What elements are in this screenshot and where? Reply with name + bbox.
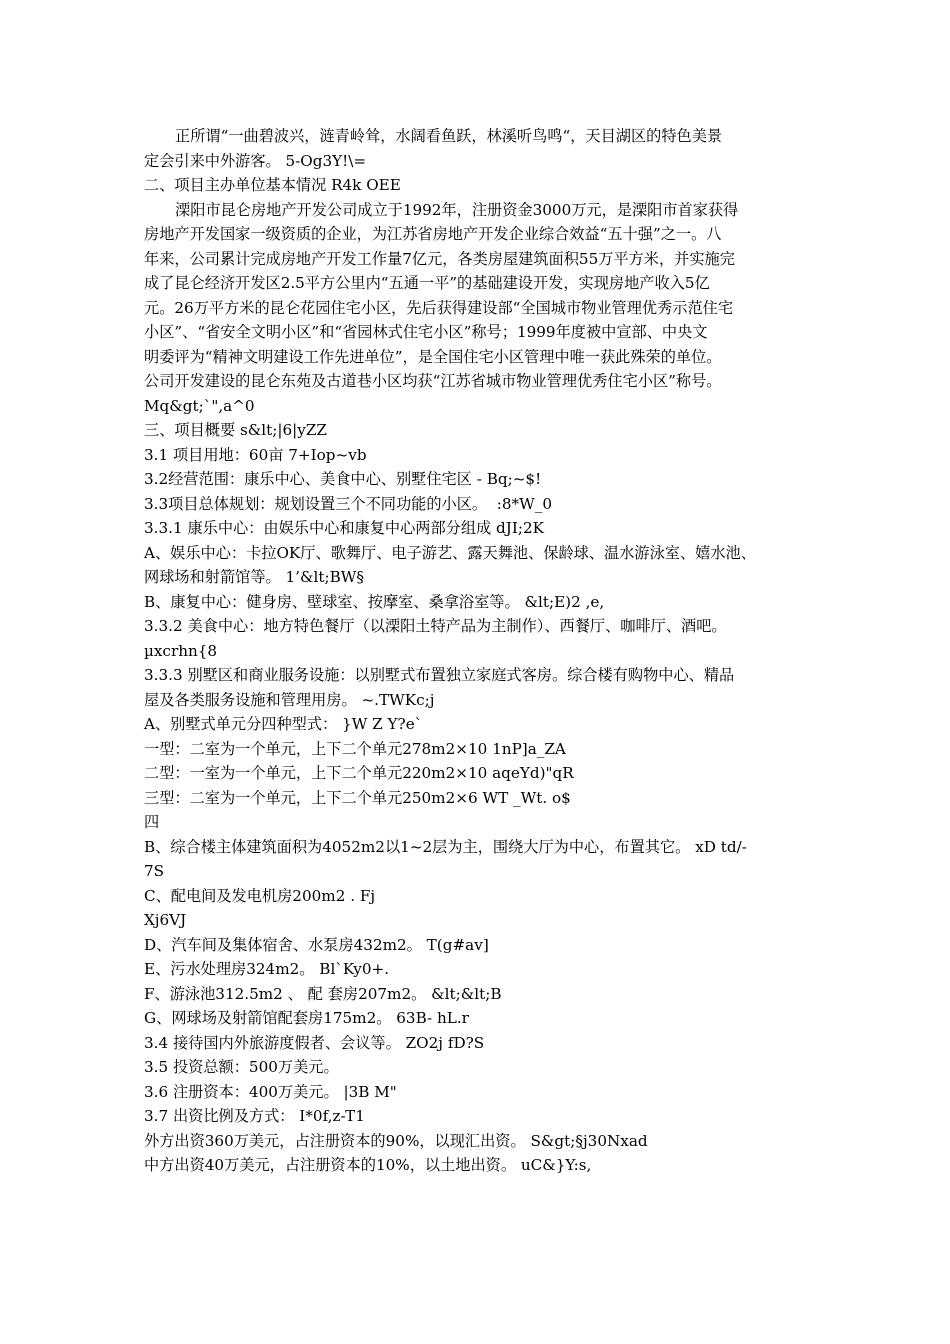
text-line: 四: [144, 813, 160, 831]
text-line: µxcrhn{8: [144, 641, 218, 660]
text-line: C、配电间及发电机房200m2 . Fj: [144, 886, 376, 905]
text-line: 3.4 接待国内外旅游度假者、会议等。 ZO2j fD?S: [144, 1033, 485, 1052]
text-line: 7S: [144, 862, 165, 880]
text-line: 3.2经营范围：康乐中心、美食中心、别墅住宅区 - Bq;~$!: [144, 470, 542, 488]
document-body: [144, 124, 816, 1178]
text-line: 溧阳市昆仑房地产开发公司成立于1992年，注册资金3000万元，是溧阳市首家获得: [175, 200, 739, 219]
text-line: 网球场和射箭馆等。 1’&lt;BW§: [144, 568, 364, 586]
text-line: 三型：二室为一个单元，上下二个单元250m2×6 WT _Wt. o$: [144, 788, 571, 807]
text-line: F、游泳池312.5m2 、 配 套房207m2。 &lt;&lt;B: [144, 984, 502, 1003]
text-line: 成了昆仑经济开发区2.5平方公里内“五通一平”的基础建设开发，实现房地产收入5亿: [144, 274, 710, 292]
text-line: G、网球场及射箭馆配套房175m2。 63B- hL.r: [144, 1009, 469, 1027]
text-line: 二型：一室为一个单元，上下二个单元220m2×10 aqeYd)"qR: [144, 764, 574, 782]
text-line: 房地产开发国家一级资质的企业，为江苏省房地产开发企业综合效益“五十强”之一。八: [144, 225, 722, 243]
text-line: 明委评为“精神文明建设工作先进单位”，是全国住宅小区管理中唯一获此殊荣的单位。: [144, 347, 722, 366]
text-line: 3.6 注册资本：400万美元。 |3B M": [144, 1082, 397, 1101]
text-line: Mq&gt;`",a^0: [144, 396, 255, 415]
text-line: 定会引来中外游客。 5-Og3Y!\=: [144, 151, 367, 170]
text-line: 3.3.1 康乐中心：由娱乐中心和康复中心两部分组成 dJI;2K: [144, 519, 544, 537]
text-line: 3.3.2 美食中心：地方特色餐厅（以溧阳土特产品为主制作）、西餐厅、咖啡厅、酒吧。: [144, 617, 727, 635]
text-line: 年来，公司累计完成房地产开发工作量7亿元，各类房屋建筑面积55万平方米，并实施完: [144, 249, 735, 268]
text-line: 3.3.3 别墅区和商业服务设施：以别墅式布置独立家庭式客房。综合楼有购物中心、精品: [144, 666, 735, 684]
text-line: D、汽车间及集体宿舍、水泵房432m2。 T(g#av]: [144, 935, 489, 954]
text-line: E、污水处理房324m2。 Bl`Ky0+.: [144, 960, 390, 978]
text-line: 3.3项目总体规划：规划设置三个不同功能的小区。 :8*W_0: [144, 494, 552, 513]
text-line: 三、项目概要 s&lt;|6|yZZ: [144, 421, 327, 439]
text-line: 3.5 投资总额：500万美元。: [144, 1058, 339, 1076]
text-line: 外方出资360万美元，占注册资本的90%，以现汇出资。 S&gt;§j30Nxad: [144, 1131, 648, 1150]
text-line: 公司开发建设的昆仑东苑及古道巷小区均获“江苏省城市物业管理优秀住宅小区”称号。: [144, 372, 722, 390]
text-line: 3.1 项目用地：60亩 7+Iop~vb: [144, 445, 367, 464]
text-line: Xj6VJ: [144, 911, 187, 929]
text-line: 屋及各类服务设施和管理用房。 ~.TWKc;j: [144, 690, 435, 709]
text-line: A、别墅式单元分四种型式： }W Z Y?e`: [144, 715, 423, 733]
text-line: B、综合楼主体建筑面积为4052m2以1~2层为主，围绕大厅为中心，布置其它。 xD td/-: [144, 837, 747, 856]
text-line: 小区”、“省安全文明小区”和“省园林式住宅小区”称号；1999年度被中宣部、中央文: [144, 323, 708, 341]
text-line: 正所谓“一曲碧波兴，涟青岭耸，水阔看鱼跃，林溪听鸟鸣“，天目湖区的特色美景: [175, 127, 723, 145]
text-line: A、娱乐中心：卡拉OK厅、歌舞厅、电子游艺、露天舞池、保龄球、温水游泳室、嬉水池、: [144, 543, 756, 562]
text-line: 一型：二室为一个单元，上下二个单元278m2×10 1nP]a_ZA: [144, 739, 566, 758]
text-line: 二、项目主办单位基本情况 R4k OEE: [144, 176, 401, 194]
text-line: 元。26万平方米的昆仑花园住宅小区，先后获得建设部“全国城市物业管理优秀示范住宅: [144, 298, 734, 317]
text-line: B、康复中心：健身房、壁球室、按摩室、桑拿浴室等。 &lt;E)2 ,e,: [144, 592, 605, 611]
text-line: 3.7 出资比例及方式： I*0f,z-T1: [144, 1107, 365, 1125]
text-line: 中方出资40万美元，占注册资本的10%，以土地出资。 uC&}Y:s,: [144, 1156, 592, 1174]
